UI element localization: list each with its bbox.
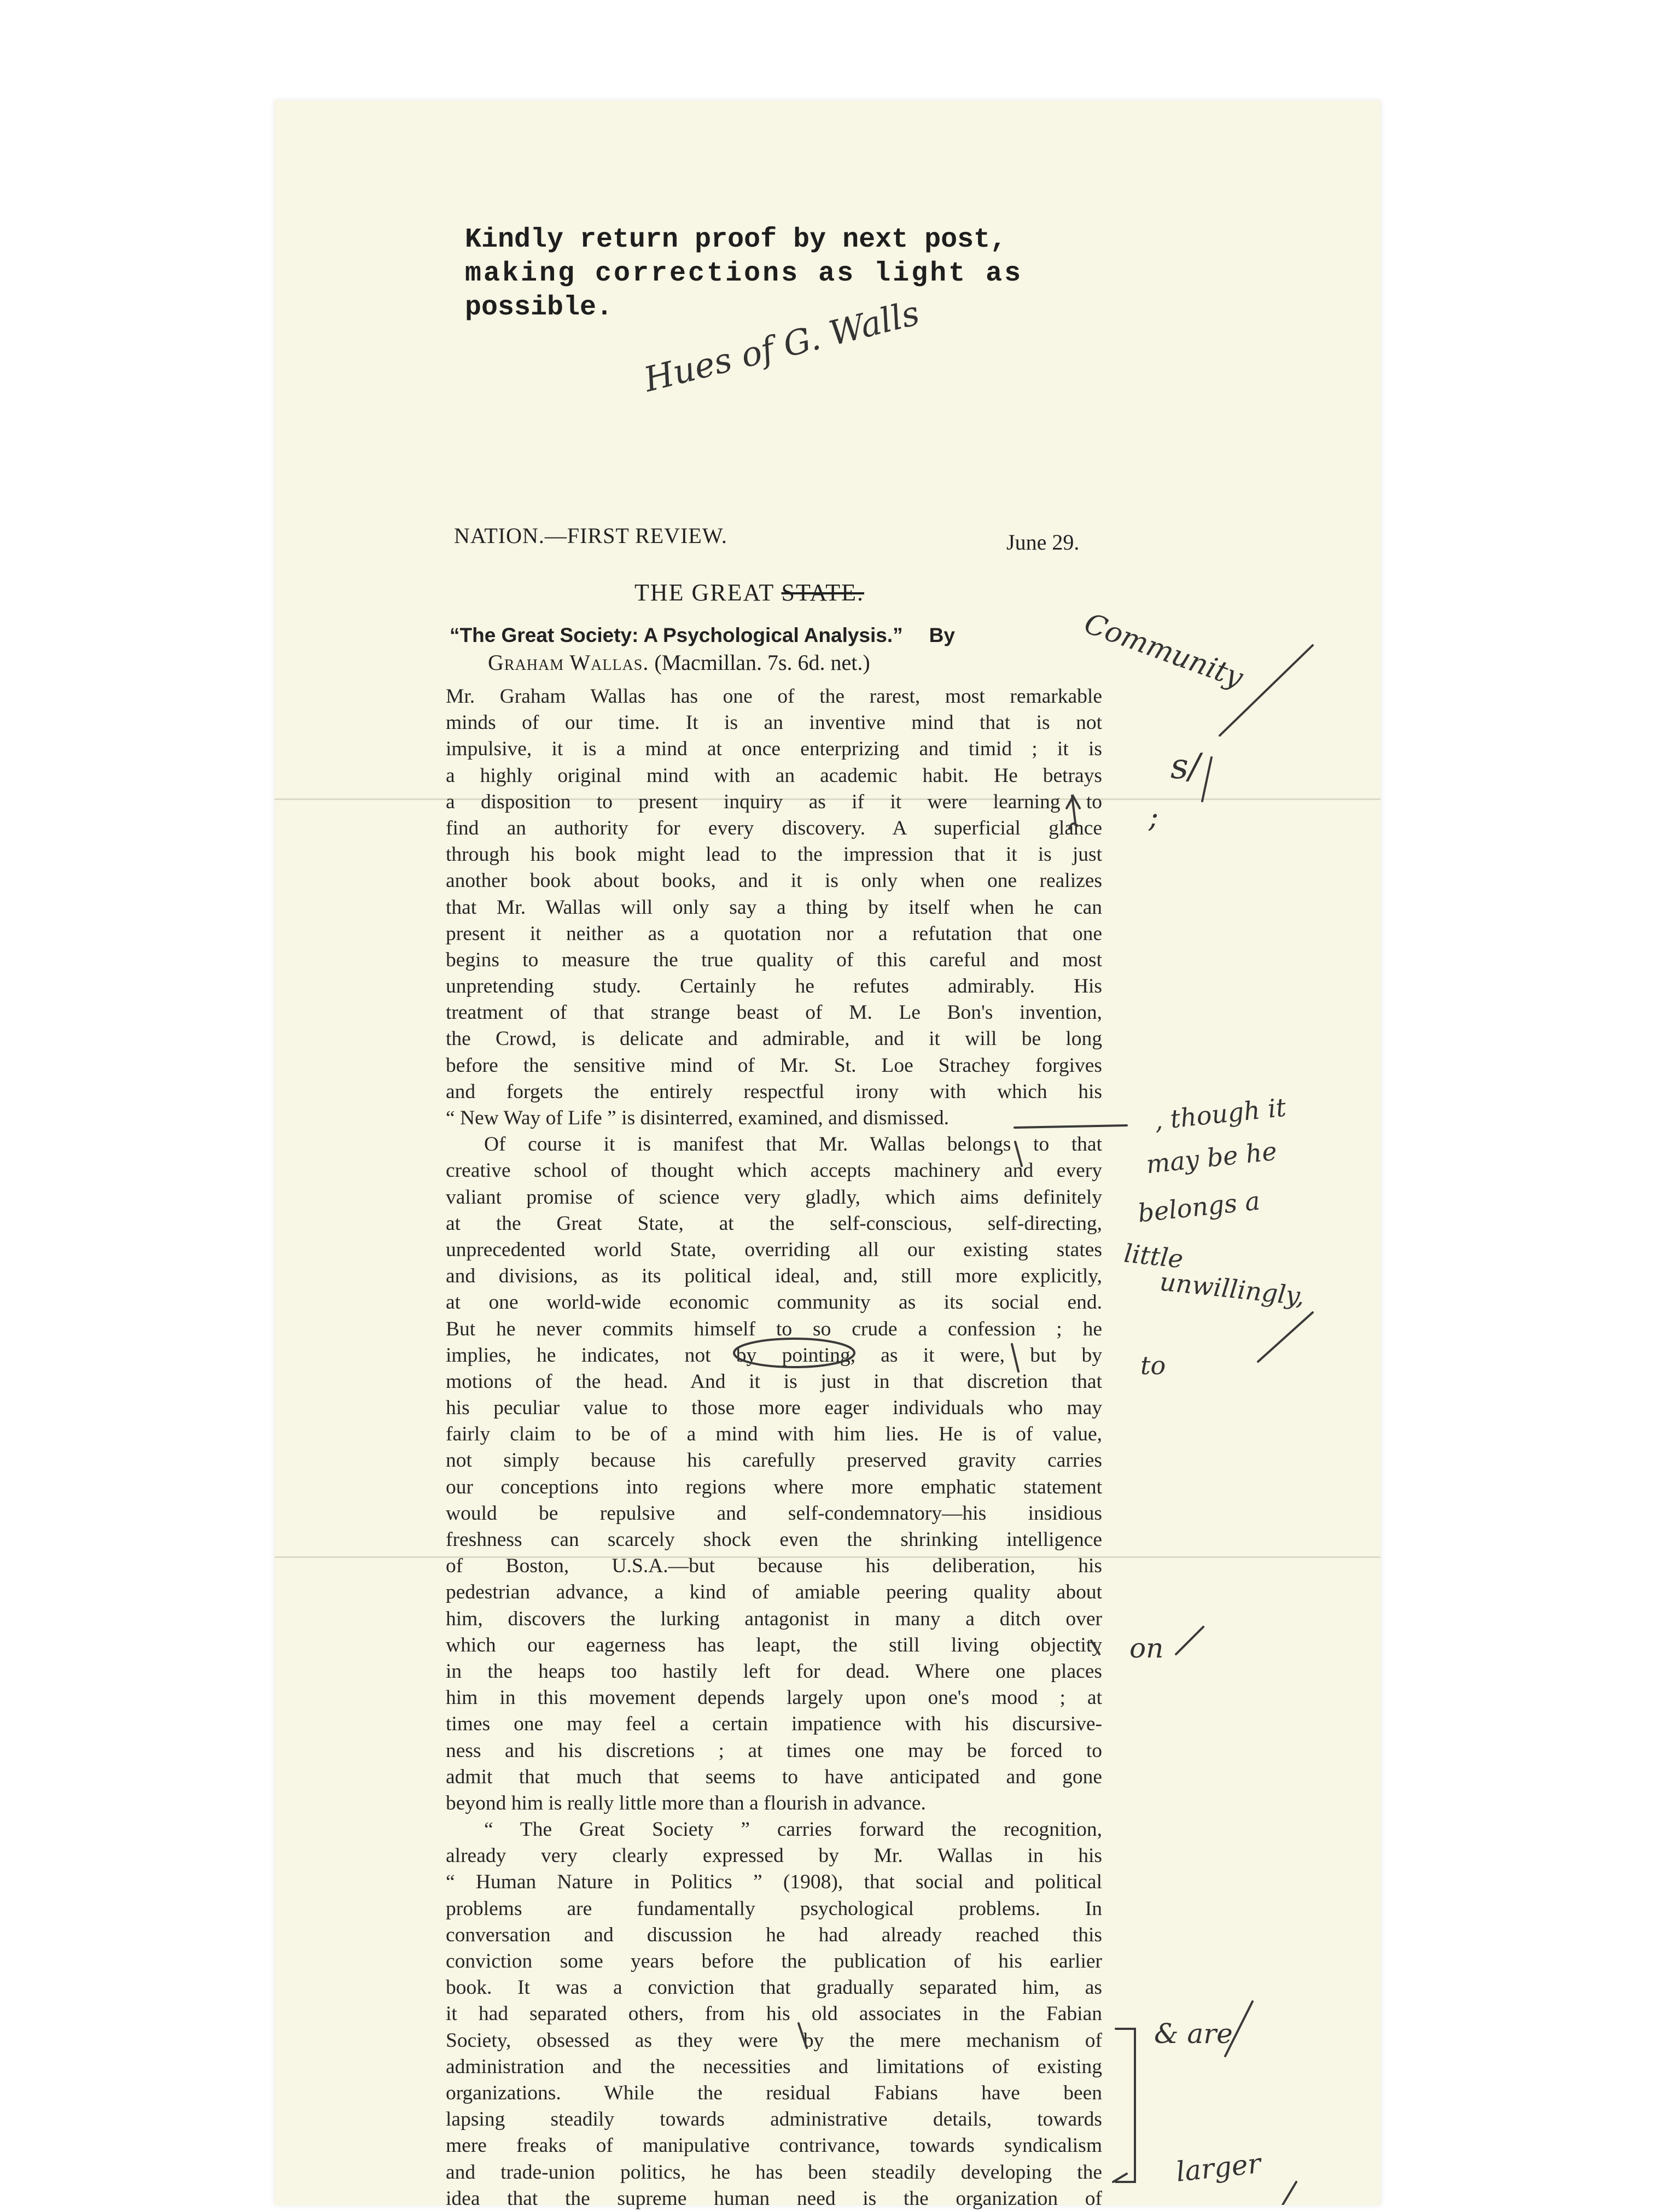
- text-line: Mr. Graham Wallas has one of the rarest, most remarkable: [446, 685, 1102, 708]
- text-line: But he never commits himself to so crude a confession ; he: [446, 1317, 1102, 1340]
- author-name: Graham Wallas.: [488, 650, 649, 675]
- text-line: pedestrian advance, a kind of amiable peering quality about: [446, 1581, 1102, 1604]
- text-line: freshness can scarcely shock even the shrinking intelligence: [446, 1528, 1102, 1551]
- text-line: admit that much that seems to have anticipated and gone: [446, 1765, 1102, 1788]
- text-line: him in this movement depends largely upon one's mood ; at: [446, 1686, 1102, 1709]
- text-line: mere freaks of manipulative contrivance, towards syndicalism: [446, 2134, 1102, 2157]
- text-line: minds of our time. It is an inventive mind that is not: [446, 711, 1102, 734]
- text-line: his peculiar value to those more eager individuals who may: [446, 1397, 1102, 1420]
- text-line: creative school of thought which accepts machinery and every: [446, 1159, 1102, 1182]
- margin-note-s: s/: [1170, 746, 1201, 787]
- text-line: of Boston, U.S.A.—but because his deliberation, his: [446, 1555, 1102, 1578]
- issue-date: June 29.: [1006, 530, 1080, 555]
- text-line: him, discovers the lurking antagonist in many a ditch over: [446, 1607, 1102, 1630]
- correction-slash: [1176, 1627, 1203, 1654]
- text-line: and trade-union politics, he has been steadily developing the: [446, 2161, 1102, 2184]
- text-line: conversation and discussion he had already reached this: [446, 1923, 1102, 1946]
- text-line: unpretending study. Certainly he refutes admirably. His: [446, 975, 1102, 998]
- insertion-line: [1015, 1125, 1127, 1128]
- text-line: at one world-wide economic community as its social end.: [446, 1291, 1102, 1314]
- text-line: Of course it is manifest that Mr. Wallas belongs to that: [484, 1133, 1102, 1156]
- text-line: implies, he indicates, not by pointing, as it were, but by: [446, 1344, 1102, 1367]
- correction-slash: [1220, 645, 1313, 736]
- bracket-mark: [1113, 2174, 1127, 2182]
- margin-note-community: Community: [1080, 607, 1248, 695]
- text-line: motions of the head. And it is just in that discretion that: [446, 1370, 1102, 1393]
- text-line: in the heaps too hastily left for dead. Where one places: [446, 1660, 1102, 1683]
- correction-slash: [1225, 2001, 1253, 2056]
- handwritten-signature: Hues of G. Walls: [640, 293, 924, 400]
- margin-note-larger: larger: [1174, 2147, 1262, 2188]
- text-line: “ New Way of Life ” is disinterred, examined, and dismissed.: [446, 1107, 949, 1129]
- text-line: our conceptions into regions where more emphatic statement: [446, 1475, 1102, 1498]
- text-line: “ The Great Society ” carries forward the recognition,: [484, 1818, 1102, 1841]
- text-line: lapsing steadily towards administrative details, towards: [446, 2108, 1102, 2131]
- text-line: Society, obsessed as they were by the mere mechanism of: [446, 2029, 1102, 2052]
- text-line: administration and the necessities and limitations of existing: [446, 2055, 1102, 2078]
- text-line: idea that the supreme human need is the organization of: [446, 2187, 1102, 2210]
- text-line: valiant promise of science very gladly, which aims definitely: [446, 1186, 1102, 1209]
- margin-note: unwillingly,: [1158, 1266, 1306, 1311]
- section-header: NATION.—FIRST REVIEW.: [454, 523, 727, 548]
- text-line: fairly claim to be of a mind with him lies. He is of value,: [446, 1423, 1102, 1446]
- by-label: By: [929, 624, 955, 646]
- text-line: treatment of that strange beast of M. Le Bon's invention,: [446, 1001, 1102, 1024]
- struck-title-word: STATE.: [781, 579, 864, 606]
- text-line: before the sensitive mind of Mr. St. Loe Strachey forgives: [446, 1054, 1102, 1077]
- text-line: another book about books, and it is only when one realizes: [446, 869, 1102, 892]
- insertion-mark: [1015, 1142, 1022, 1166]
- margin-note-on: on: [1129, 1632, 1164, 1664]
- text-line: times one may feel a certain impatience with his discursive-: [446, 1713, 1102, 1736]
- text-line: beyond him is really little more than a flourish in advance.: [446, 1791, 926, 1814]
- notice-line: making corrections as light as: [465, 258, 1023, 289]
- bracket-mark: [1116, 2029, 1135, 2182]
- text-line: a disposition to present inquiry as if it were learning to: [446, 790, 1102, 813]
- text-line: organizations. While the residual Fabians have been: [446, 2081, 1102, 2104]
- correction-mark: [1091, 1641, 1099, 1654]
- correction-slash: [1283, 2182, 1296, 2205]
- margin-note: may be he: [1144, 1136, 1278, 1180]
- text-line: present it neither as a quotation nor a refutation that one: [446, 922, 1102, 945]
- text-line: ness and his discretions ; at times one may be forced to: [446, 1739, 1102, 1762]
- text-line: find an authority for every discovery. A superficial glance: [446, 816, 1102, 839]
- margin-note: belongs a: [1136, 1186, 1262, 1228]
- publisher-info: (Macmillan. 7s. 6d. net.): [654, 650, 870, 675]
- margin-note: little: [1122, 1238, 1185, 1274]
- margin-note-and-are: & are: [1154, 2018, 1233, 2050]
- margin-note-to: to: [1140, 1351, 1166, 1380]
- text-line: at the Great State, at the self-conscious, self-directing,: [446, 1212, 1102, 1235]
- text-line: conviction some years before the publication of his earlier: [446, 1950, 1102, 1972]
- text-line: through his book might lead to the impression that it is just: [446, 843, 1102, 866]
- text-line: and divisions, as its political ideal, and, still more explicitly,: [446, 1265, 1102, 1288]
- text-line: that Mr. Wallas will only say a thing by itself when he can: [446, 896, 1102, 919]
- circled-phrase: [734, 1339, 854, 1367]
- text-line: not simply because his carefully preserved gravity carries: [446, 1449, 1102, 1472]
- notice-line: Kindly return proof by next post,: [465, 224, 1007, 255]
- insertion-mark: [799, 2023, 807, 2048]
- correction-slash: [1202, 757, 1212, 801]
- margin-note: , though it: [1152, 1092, 1288, 1136]
- text-line: the Crowd, is delicate and admirable, and it will be long: [446, 1028, 1102, 1050]
- correction-slash: [1258, 1312, 1313, 1362]
- title-text: THE GREAT: [634, 579, 782, 606]
- text-line: book. It was a conviction that gradually separated him, as: [446, 1976, 1102, 1999]
- margin-note-semicolon: ;: [1149, 799, 1159, 834]
- text-line: which our eagerness has leapt, the still living objectity: [446, 1633, 1102, 1656]
- text-line: already very clearly expressed by Mr. Wallas in his: [446, 1845, 1102, 1867]
- book-title: “The Great Society: A Psychological Analysis.”: [450, 624, 903, 646]
- insertion-mark: [1012, 1344, 1018, 1371]
- text-line: unprecedented world State, overriding all our existing states: [446, 1238, 1102, 1261]
- text-line: “ Human Nature in Politics ” (1908), that social and political: [446, 1871, 1102, 1894]
- text-line: would be repulsive and self-condemnatory—his insidious: [446, 1502, 1102, 1525]
- text-line: impulsive, it is a mind at once enterprizing and timid ; it is: [446, 738, 1102, 761]
- text-line: problems are fundamentally psychological problems. In: [446, 1897, 1102, 1920]
- caret-mark: [1069, 824, 1078, 828]
- text-line: and forgets the entirely respectful irony with which his: [446, 1080, 1102, 1103]
- text-line: begins to measure the true quality of this careful and most: [446, 948, 1102, 971]
- text-line: it had separated others, from his old associates in the Fabian: [446, 2003, 1102, 2026]
- notice-line: possible.: [465, 292, 613, 323]
- text-line: a highly original mind with an academic habit. He betrays: [446, 764, 1102, 787]
